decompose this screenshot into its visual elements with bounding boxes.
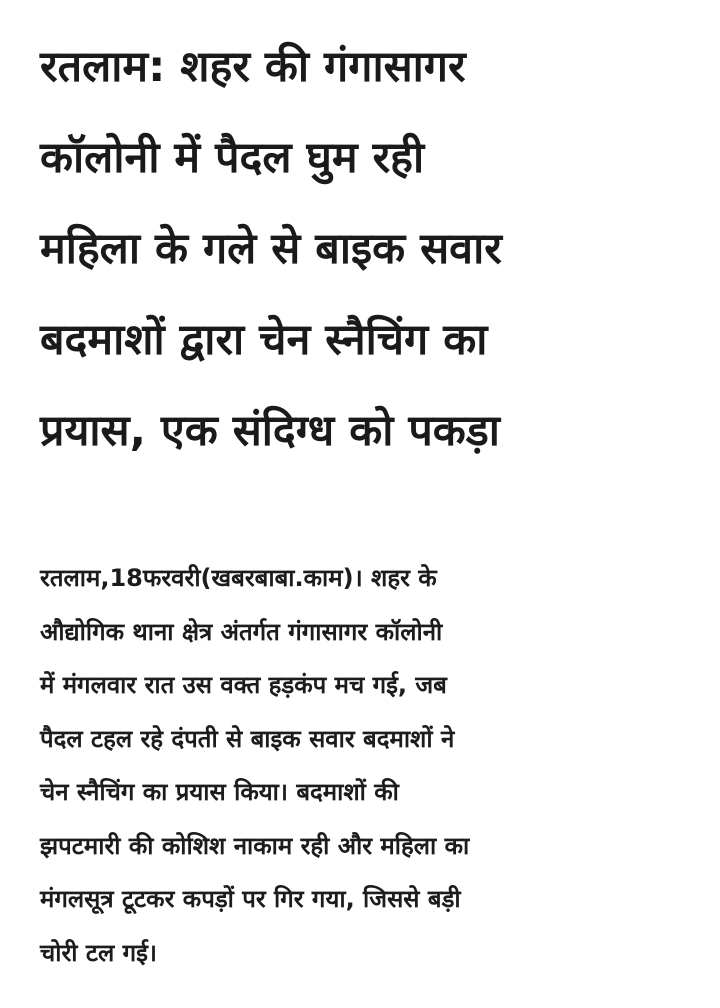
headline-line: कॉलोनी में पैदल घुम रही [40,133,425,183]
body-line: औद्योगिक थाना क्षेत्र अंतर्गत गंगासागर कॉलोनी [40,617,443,646]
headline-line: प्रयास, एक संदिग्ध को पकड़ा [40,406,500,456]
headline-line: रतलाम: शहर की गंगासागर [40,42,466,92]
body-line: चेन स्नैचिंग का प्रयास किया। बदमाशों की [40,778,399,806]
body-line: मंगलसूत्र टूटकर कपड़ों पर गिर गया, जिससे बड़ी [40,885,461,913]
headline-line: बदमाशों द्वारा चेन स्नैचिंग का [40,315,488,365]
article-body [40,552,690,980]
news-article [40,22,690,967]
body-line: रतलाम,18फरवरी(खबरबाबा.काम)। शहर के [40,564,437,592]
body-line: पैदल टहल रहे दंपती से बाइक सवार बदमाशों ने [40,724,455,753]
headline-line: महिला के गले से बाइक सवार [40,224,502,274]
article-headline [40,22,690,477]
body-line: झपटमारी की कोशिश नाकाम रही और महिला का [40,831,470,860]
body-line: में मंगलवार रात उस वक्त हड़कंप मच गई, जब [40,671,447,699]
body-line: चोरी टल गई। [40,938,157,967]
